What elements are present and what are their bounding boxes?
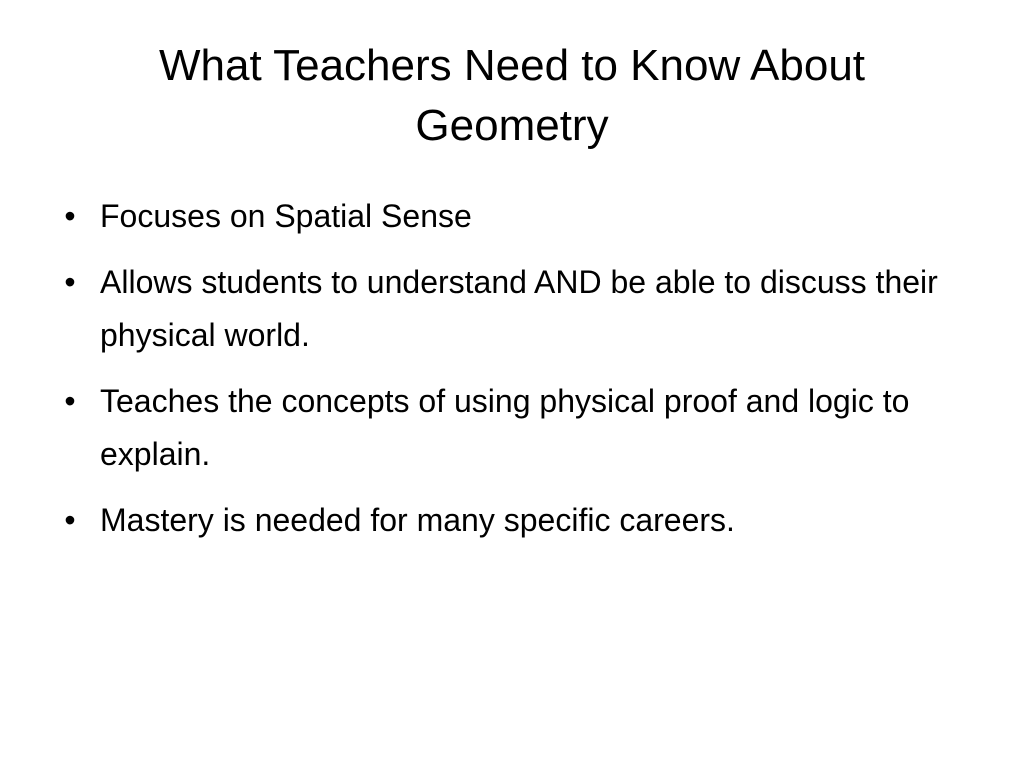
bullet-icon: •	[64, 264, 76, 300]
bullet-list	[56, 190, 976, 547]
bullet-text: Teaches the concepts of using physical proof and logic to explain.	[100, 383, 910, 472]
bullet-icon: •	[64, 198, 76, 234]
bullet-item	[56, 190, 976, 243]
bullet-text: Focuses on Spatial Sense	[100, 198, 472, 234]
bullet-item	[56, 375, 976, 481]
bullet-text: Allows students to understand AND be able to discuss their physical world.	[100, 264, 938, 353]
bullet-item	[56, 256, 976, 362]
slide-title: What Teachers Need to Know About Geometry	[158, 41, 866, 150]
bullet-icon: •	[64, 383, 76, 419]
bullet-item	[56, 494, 976, 547]
bullet-icon: •	[64, 502, 76, 538]
bullet-text: Mastery is needed for many specific careers.	[100, 502, 735, 538]
